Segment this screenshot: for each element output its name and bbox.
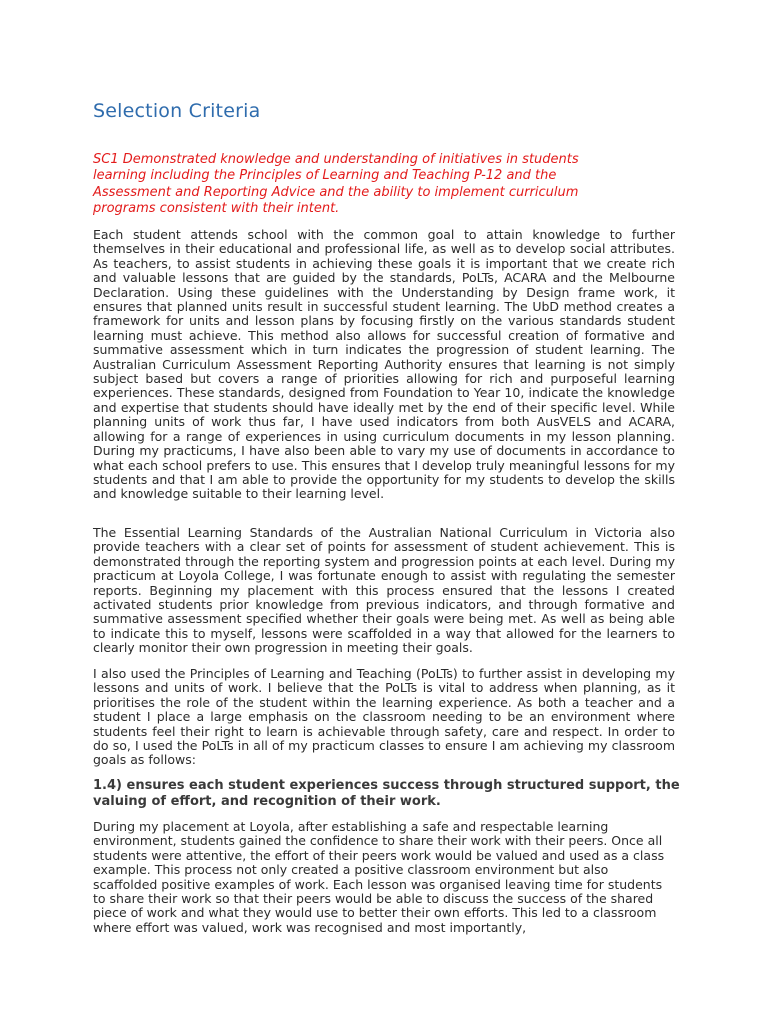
principle-paragraph: During my placement at Loyola, after establishing a safe and respectable learning environment, students gained the confidence to share their work with their peers. Once all students were attentive, the effort of their peers work would be valued and used as a class example. This process not only created a positive classroom environment but also scaffolded positive examples of work. Each lesson was organised leaving time for students to share their work so that their peers would be able to discuss the success of the shared piece of work and what they would use to better their own efforts. This led to a classroom where effort was valued, work was recognised and most importantly, (93, 819, 665, 935)
body-paragraph-3: I also used the Principles of Learning and Teaching (PoLTs) to further assist in developing my lessons and units of work. I believe that the PoLTs is vital to address when planning, as it prioritises the role of the student within the learning experience. As both a teacher and a student I place a large emphasis on the classroom needing to be an environment where students feel their right to learn is achievable through safety, care and respect. In order to do so, I used the PoLTs in all of my practicum classes to ensure I am achieving my classroom goals as follows: (93, 666, 675, 768)
body-paragraph-2: The Essential Learning Standards of the Australian National Curriculum in Victoria also provide teachers with a clear set of points for assessment of student achievement. This is demonstrated through the reporting system and progression points at each level. During my practicum at Loyola College, I was fortunate enough to assist with regulating the semester reports. Beginning my placement with this process ensured that the lessons I created activated students prior knowledge from previous indicators, and through formative and summative assessment specified whether their goals were being met. As well as being able to indicate this to myself, lessons were scaffolded in a way that allowed for the learners to clearly monitor their own progression in meeting their goals. (93, 525, 675, 656)
principle-subheading: 1.4) ensures each student experiences success through structured support, the valuing of effort, and recognition of their work. (93, 778, 680, 809)
selection-criterion: SC1 Demonstrated knowledge and understanding of initiatives in students learning including the Principles of Learning and Teaching P-12 and the Assessment and Reporting Advice and the ability to implement curriculum programs consistent with their intent. (93, 152, 579, 216)
page-title: Selection Criteria (93, 100, 261, 122)
body-paragraph-1: Each student attends school with the common goal to attain knowledge to further themselves in their educational and professional life, as well as to develop social attributes. As teachers, to assist students in achieving these goals it is important that we create rich and valuable lessons that are guided by the standards, PoLTs, ACARA and the Melbourne Declaration. Using these guidelines with the Understanding by Design frame work, it ensures that planned units result in successful student learning. The UbD method creates a framework for units and lesson plans by focusing firstly on the various standards student learning must achieve. This method also allows for successful creation of formative and summative assessment which in turn indicates the progression of student learning. The Australian Curriculum Assessment Reporting Authority ensures that learning is not simply subject based but covers a range of priorities allowing for rich and purposeful learning experiences. These standards, designed from Foundation to Year 10, indicate the knowledge and expertise that students should have ideally met by the end of their specific level. While planning units of work thus far, I have used indicators from both AusVELS and ACARA, allowing for a range of experiences in using curriculum documents in my lesson planning. During my practicums, I have also been able to vary my use of documents in accordance to what each school prefers to use. This ensures that I develop truly meaningful lessons for my students and that I am able to provide the opportunity for my students to develop the skills and knowledge suitable to their learning level. (93, 227, 675, 502)
